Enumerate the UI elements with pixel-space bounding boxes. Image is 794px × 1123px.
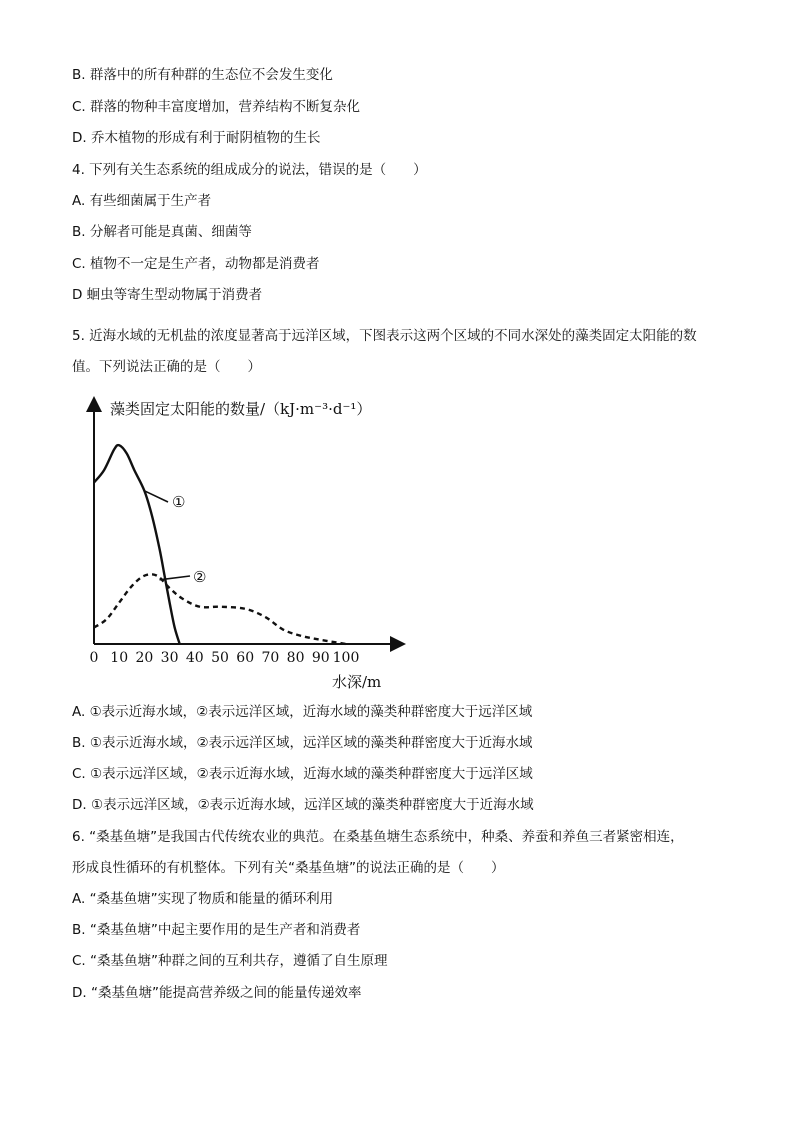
- q3-option-d: D. 乔木植物的形成有利于耐阴植物的生长: [72, 130, 321, 146]
- q5-option-c: C. ①表示远洋区域，②表示近海水域，近海水域的藻类种群密度大于远洋区域: [72, 766, 533, 782]
- q4-option-d: D 蛔虫等寄生型动物属于消费者: [72, 287, 263, 303]
- x-axis-label: 水深/m: [332, 673, 382, 691]
- q6-option-c: C. “桑基鱼塘”种群之间的互利共存，遵循了自生原理: [72, 953, 388, 969]
- q4-stem: 4. 下列有关生态系统的组成成分的说法，错误的是（ ）: [72, 162, 427, 178]
- q5-option-b: B. ①表示近海水域，②表示远洋区域，远洋区域的藻类种群密度大于近海水域: [72, 735, 533, 751]
- series-1-line: [94, 445, 180, 644]
- q6-stem-line2: 形成良性循环的有机整体。下列有关“桑基鱼塘”的说法正确的是（ ）: [72, 860, 505, 876]
- x-tick-label: 90: [311, 650, 330, 666]
- series-1-label: ①: [172, 493, 186, 511]
- x-tick-labels: [90, 650, 360, 666]
- series-2-label: ②: [193, 568, 207, 586]
- x-tick-label: 0: [89, 650, 99, 666]
- x-tick-label: 30: [160, 650, 179, 666]
- q5-stem-line1: 5. 近海水域的无机盐的浓度显著高于远洋区域，下图表示这两个区域的不同水深处的藻类固定太阳能的数: [72, 328, 697, 344]
- x-tick-label: 80: [286, 650, 305, 666]
- q4-option-c: C. 植物不一定是生产者，动物都是消费者: [72, 256, 320, 272]
- q4-option-a: A. 有些细菌属于生产者: [72, 193, 212, 209]
- x-tick-label: 50: [211, 650, 229, 666]
- q6-option-b: B. “桑基鱼塘”中起主要作用的是生产者和消费者: [72, 922, 361, 938]
- x-tick-label: 60: [236, 650, 255, 666]
- x-tick-label: 40: [185, 650, 204, 666]
- y-axis-label: 藻类固定太阳能的数量/（kJ·m⁻³·d⁻¹）: [110, 400, 372, 418]
- x-tick-label: 70: [261, 650, 280, 666]
- chart-svg: [80, 392, 420, 697]
- q6-option-a: A. “桑基鱼塘”实现了物质和能量的循环利用: [72, 891, 334, 907]
- q3-option-b: B. 群落中的所有种群的生态位不会发生变化: [72, 67, 333, 83]
- q5-option-d: D. ①表示远洋区域，②表示近海水域，远洋区域的藻类种群密度大于近海水域: [72, 797, 534, 813]
- q6-option-d: D. “桑基鱼塘”能提高营养级之间的能量传递效率: [72, 985, 362, 1001]
- x-tick-label: 100: [332, 650, 360, 666]
- q4-option-b: B. 分解者可能是真菌、细菌等: [72, 224, 252, 240]
- q6-stem-line1: 6. “桑基鱼塘”是我国古代传统农业的典范。在桑基鱼塘生态系统中，种桑、养蚕和养鱼三者紧密相连，: [72, 829, 684, 845]
- series-2-line: [94, 574, 346, 644]
- x-tick-label: 10: [110, 650, 129, 666]
- q5-option-a: A. ①表示近海水域，②表示远洋区域，近海水域的藻类种群密度大于远洋区域: [72, 704, 533, 720]
- q5-stem-line2: 值。下列说法正确的是（ ）: [72, 359, 261, 375]
- energy-depth-chart: [80, 392, 420, 697]
- q3-option-c: C. 群落的物种丰富度增加，营养结构不断复杂化: [72, 99, 361, 115]
- x-tick-label: 20: [135, 650, 154, 666]
